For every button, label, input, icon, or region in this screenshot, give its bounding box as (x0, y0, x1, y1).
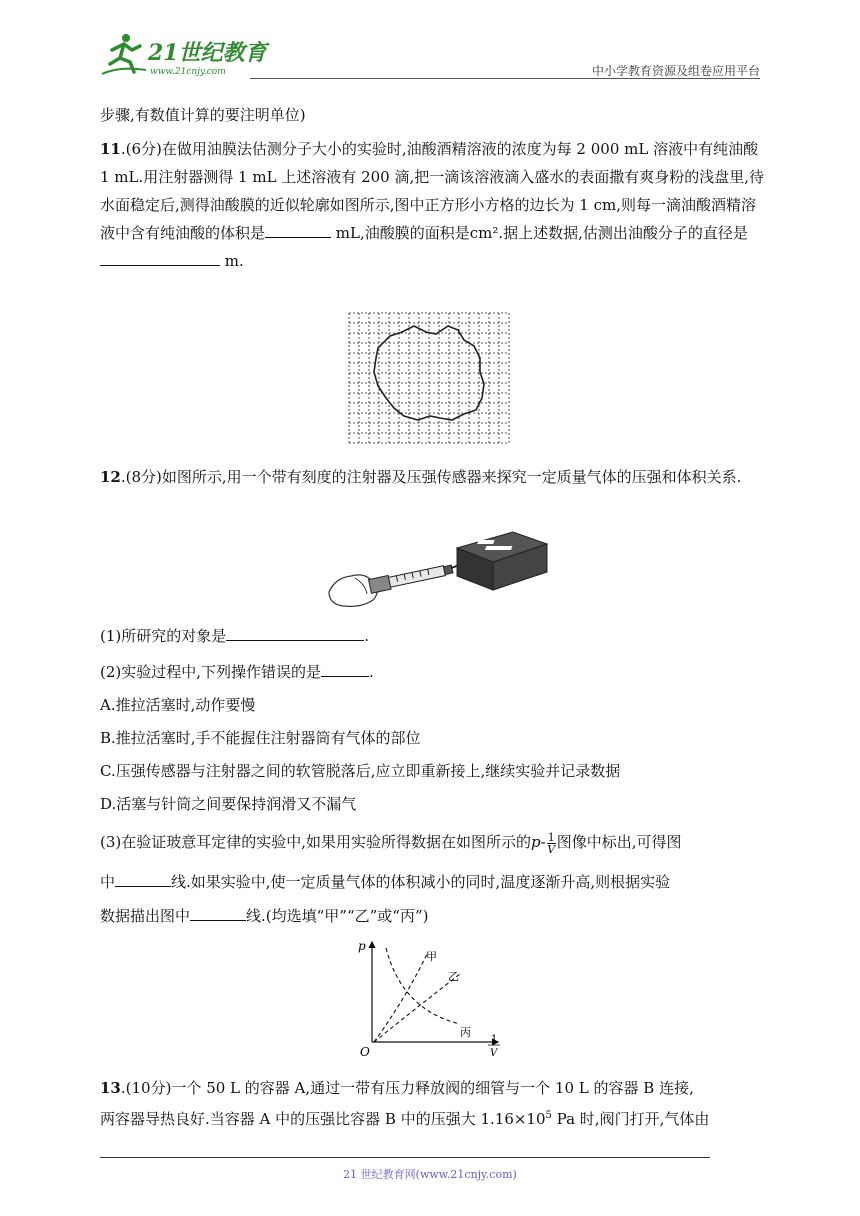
question-number: 11 (100, 140, 121, 158)
instruction-tail: 步骤,有数值计算的要注明单位) (100, 106, 306, 124)
answer-blank[interactable] (190, 904, 246, 921)
question-text: cm².据上述数据,估测出油酸分子的直径是 (469, 224, 748, 242)
question-12 (100, 463, 764, 491)
page-header (100, 30, 760, 80)
option-d: D.活塞与针筒之间要保持润滑又不漏气 (100, 795, 357, 813)
oil-film-grid-figure (348, 312, 510, 448)
x-axis-label-num: 1 (491, 1034, 498, 1045)
sub-question-3 (100, 831, 682, 855)
runner-icon (102, 34, 146, 74)
sub-question-text: . (369, 663, 374, 681)
curve-jia (374, 952, 428, 1042)
exponent: 5 (545, 1110, 552, 1121)
p-vs-inverse-v-graph (356, 938, 506, 1062)
sub-question-2 (100, 660, 374, 682)
option-a: A.推拉活塞时,动作要慢 (100, 696, 256, 714)
origin-label: O (360, 1045, 370, 1059)
option-b: B.推拉活塞时,手不能握住注射器筒有气体的部位 (100, 729, 421, 747)
syringe-sensor-figure (325, 528, 551, 612)
curve-label-jia: 甲 (426, 950, 437, 963)
sub-question-text: 中 (100, 873, 116, 891)
sub-question-text: (1)所研究的对象是 (100, 627, 227, 645)
option-c: C.压强传感器与注射器之间的软管脱落后,应立即重新接上,继续实验并记录数据 (100, 762, 621, 780)
curve-label-bing: 丙 (460, 1026, 471, 1039)
logo-url: www.21cnjy.com (150, 67, 226, 77)
page-footer: 21 世纪教育网(www.21cnjy.com) (343, 1168, 517, 1181)
sub-question-text: . (364, 627, 370, 645)
answer-blank[interactable] (321, 660, 369, 677)
sub-question-text: 图像中标出,可得图 (556, 833, 682, 851)
sub-question-3-line-2 (100, 870, 670, 892)
sub-question-1 (100, 624, 369, 646)
curve-yi (374, 974, 460, 1042)
curve-bing (386, 948, 460, 1024)
x-axis-label-den: V (490, 1048, 498, 1059)
dash: - (540, 833, 546, 851)
question-text: .(6分)在做用油膜法估测分子大小的实验时,油酸酒精溶液的浓度为每 2 000 mL 溶液中有纯油酸 1 mL.用注射器测得 1 mL 上述溶液有 200 滴,把一滴该溶液滴入盛水的表面撒有爽身粉的浅盘里,待水面稳定后,测得油酸膜的近似轮廓如图所示,图中正方形小方格的边长为 1 cm,则每一滴油酸酒精溶液中含有纯油酸的体积是 (100, 140, 765, 242)
logo-text: 21世纪教育 (148, 40, 267, 66)
header-divider (250, 78, 760, 79)
sub-question-text: 数据描出图中 (100, 907, 191, 925)
syringe-icon (369, 562, 454, 593)
variable-p: p (531, 833, 541, 851)
answer-blank[interactable] (226, 624, 364, 641)
sub-question-3-line-3 (100, 904, 429, 926)
sub-question-text: (3)在验证玻意耳定律的实验中,如果用实验所得数据在如图所示的 (100, 833, 532, 851)
platform-name: 中小学教育资源及组卷应用平台 (591, 64, 760, 78)
question-text: .(10分)一个 50 L 的容器 A,通过一带有压力释放阀的细管与一个 10 L 的容器 B 连接, (120, 1079, 694, 1097)
question-number: 12 (100, 468, 121, 486)
question-11 (100, 135, 764, 275)
pressure-sensor-icon (457, 532, 547, 590)
site-logo (100, 30, 290, 78)
question-13-line-2 (100, 1108, 709, 1129)
question-text: m. (220, 252, 244, 270)
question-text: mL,油酸膜的面积是 (331, 224, 470, 242)
answer-blank[interactable] (265, 221, 331, 238)
footer-divider (100, 1157, 710, 1158)
answer-blank[interactable] (115, 870, 171, 887)
sub-question-text: (2)实验过程中,下列操作错误的是 (100, 663, 322, 681)
sub-question-text: 线.(均选填“甲”“乙”或“丙”) (246, 907, 429, 925)
question-13-line-1 (100, 1077, 694, 1098)
question-number: 13 (100, 1079, 121, 1097)
sub-question-text: 线.如果实验中,使一定质量气体的体积减小的同时,温度逐渐升高,则根据实验 (171, 873, 671, 891)
answer-blank[interactable] (100, 249, 220, 266)
curve-label-yi: 乙 (448, 970, 459, 983)
fraction-1-over-v: $\frac{1}{V}$ (547, 830, 556, 856)
y-axis-label: p (358, 939, 366, 953)
question-text: 两容器导热良好.当容器 A 中的压强比容器 B 中的压强大 1.16×10 (100, 1110, 546, 1128)
question-text: Pa 时,阀门打开,气体由 (551, 1110, 710, 1128)
question-text: .(8分)如图所示,用一个带有刻度的注射器及压强传感器来探究一定质量气体的压强和体积关系. (120, 468, 742, 486)
